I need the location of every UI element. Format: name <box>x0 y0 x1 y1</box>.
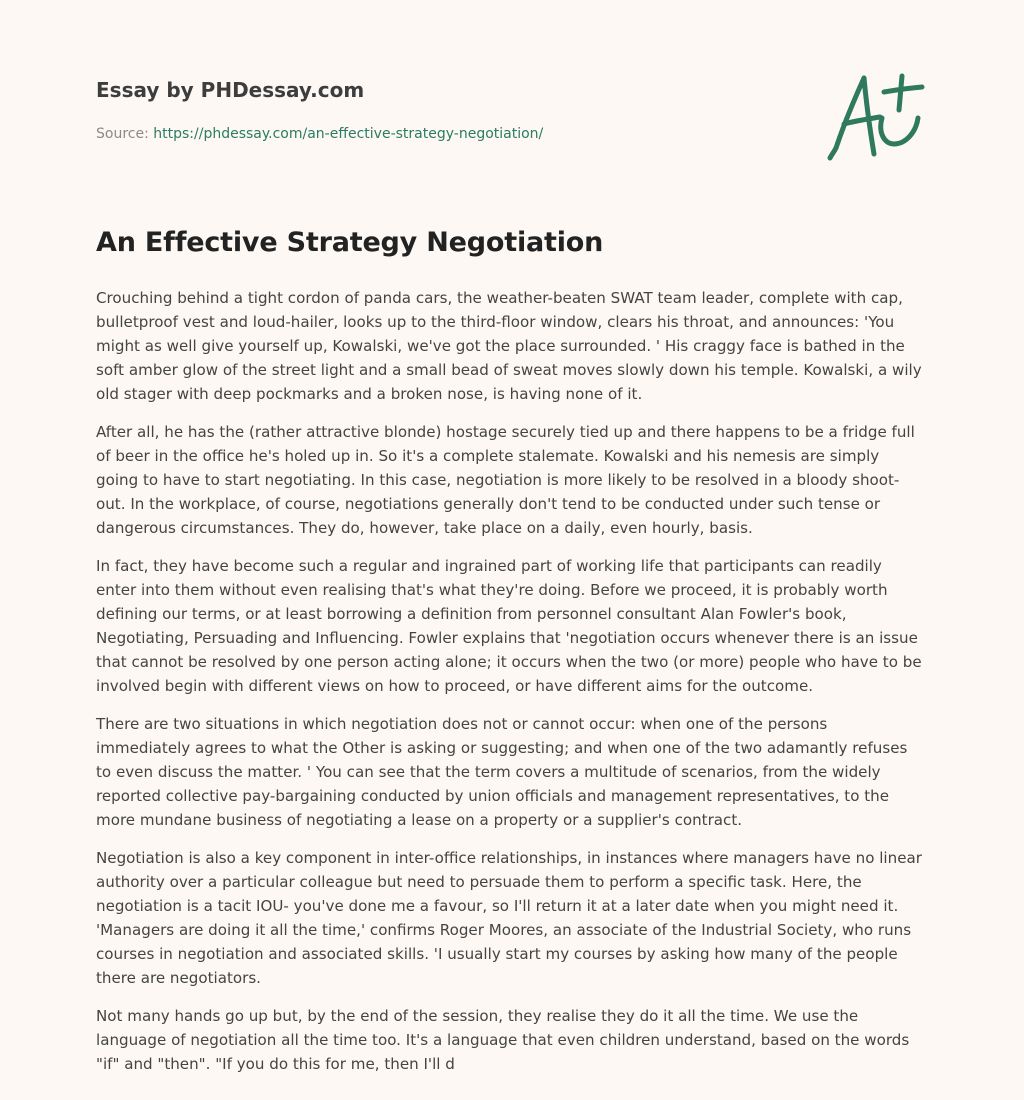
page-header <box>96 76 796 144</box>
article-paragraph: Crouching behind a tight cordon of panda cars, the weather-beaten SWAT team leader, complete with cap, bulletproof vest and loud-hailer, looks up to the third-floor window, clears his throat, and announces: 'You might as well give yourself up, Kowalski, we've got the place surrounded. ' His craggy face is bathed in the soft amber glow of the street light and a small bead of sweat moves slowly down his temple. Kowalski, a wily old stager with deep pockmarks and a broken nose, is having none of it. <box>96 289 922 403</box>
site-brand: Essay by PHDessay.com <box>96 78 365 102</box>
source-line <box>96 124 796 144</box>
article-paragraph: In fact, they have become such a regular and ingrained part of working life that participants can readily enter into them without even realising that's what they're doing. Before we proceed, it is probably worth defining our terms, or at least borrowing a definition from personnel consultant Alan Fowler's book, Negotiating, Persuading and Influencing. Fowler explains that 'negotiation occurs whenever there is an issue that cannot be resolved by one person acting alone; it occurs when the two (or more) people who have to be involved begin with different views on how to proceed, or have different aims for the outcome. <box>96 557 922 695</box>
source-link[interactable]: https://phdessay.com/an-effective-strategy-negotiation/ <box>153 126 544 142</box>
article-paragraph: Negotiation is also a key component in inter-office relationships, in instances where managers have no linear authority over a particular colleague but need to persuade them to perform a specific task. Here, the negotiation is a tacit IOU- you've done me a favour, so I'll return it at a later date when you might need it. 'Managers are doing it all the time,' confirms Roger Moores, an associate of the Industrial Society, who runs courses in negotiation and associated skills. 'I usually start my courses by asking how many of the people there are negotiators. <box>96 849 922 987</box>
a-plus-logo-icon <box>822 66 932 166</box>
article-paragraph: After all, he has the (rather attractive blonde) hostage securely tied up and there happens to be a fridge full of beer in the office he's holed up in. So it's a complete stalemate. Kowalski and his nemesis are simply going to have to start negotiating. In this case, negotiation is more likely to be resolved in a bloody shoot-out. In the workplace, of course, negotiations generally don't tend to be conducted under such tense or dangerous circumstances. They do, however, take place on a daily, even hourly, basis. <box>96 423 915 537</box>
article-body <box>96 286 926 1090</box>
article-paragraph: Not many hands go up but, by the end of the session, they realise they do it all the time. We use the language of negotiation all the time too. It's a language that even children understand, based on the words "if" and "then". "If you do this for me, then I'll d <box>96 1007 910 1073</box>
article-paragraph: There are two situations in which negotiation does not or cannot occur: when one of the persons immediately agrees to what the Other is asking or suggesting; and when one of the two adamantly refuses to even discuss the matter. ' You can see that the term covers a multitude of scenarios, from the widely reported collective pay-bargaining conducted by union officials and management representatives, to the more mundane business of negotiating a lease on a property or a supplier's contract. <box>96 715 908 829</box>
source-label: Source: <box>96 126 149 142</box>
article-title: An Effective Strategy Negotiation <box>96 227 604 258</box>
